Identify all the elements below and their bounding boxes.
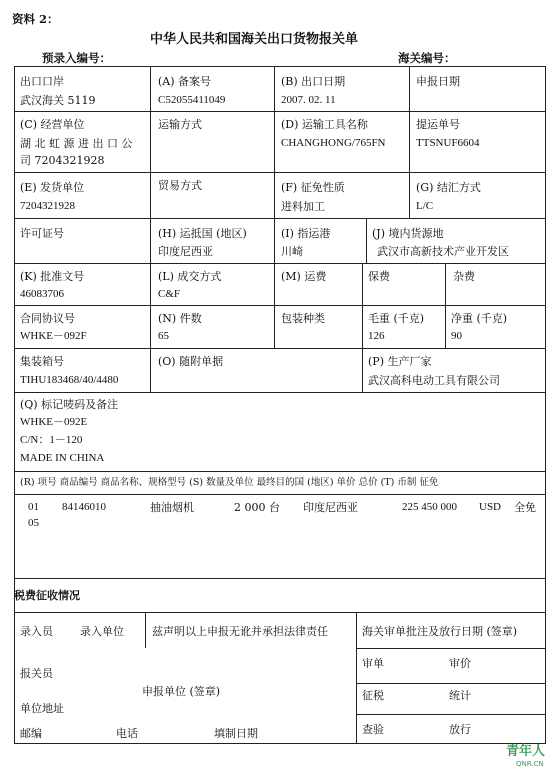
- marks-label: (Q) 标记唛码及备注: [20, 398, 119, 411]
- manufacturer-label: (P) 生产厂家: [368, 355, 432, 368]
- form-title: 中华人民共和国海关出口货物报关单: [150, 32, 359, 47]
- goods-quantity: 2 000 台: [234, 501, 280, 514]
- item-sub-number: 05: [28, 517, 39, 529]
- net-weight-label: 净重 (千克): [451, 312, 508, 325]
- operator-label: (C) 经营单位: [20, 118, 85, 131]
- bill-of-lading-value: TTSNUF6604: [416, 137, 480, 149]
- goods-source-label: (J) 境内货源地: [372, 227, 444, 240]
- unit-address-label: 单位地址: [20, 702, 64, 715]
- declaration-statement: 兹声明以上申报无讹并承担法律责任: [152, 625, 328, 638]
- marks-line-2: C/N：1－120: [20, 434, 83, 446]
- operator-value-line2: 司 7204321928: [20, 154, 105, 167]
- broker-label: 报关员: [20, 667, 53, 680]
- bill-of-lading-label: 提运单号: [416, 118, 460, 131]
- pre-entry-number-label: 预录入编号：: [42, 51, 111, 65]
- container-number-value: TIHU183468/40/4480: [20, 374, 119, 386]
- export-port-label: 出口口岸: [20, 75, 64, 88]
- destination-country-label: (H) 运抵国 (地区): [158, 227, 247, 240]
- deal-mode-value: C&F: [158, 288, 181, 300]
- price-review-label: 审价: [449, 657, 471, 670]
- operator-value-line1: 湖 北 虹 源 进 出 口 公: [20, 137, 133, 150]
- transport-mode-label: 运输方式: [158, 118, 202, 131]
- fill-date-label: 填制日期: [214, 727, 258, 740]
- statistics-label: 统计: [449, 689, 471, 702]
- export-date-label: (B) 出口日期: [281, 75, 346, 88]
- destination-country-value: 印度尼西亚: [158, 245, 213, 258]
- levy-nature-label: (F) 征免性质: [281, 181, 345, 194]
- declare-date-label: 申报日期: [416, 75, 460, 88]
- inspect-label: 查验: [362, 723, 384, 736]
- review-label: 审单: [362, 657, 384, 670]
- approval-number-label: (K) 批准文号: [20, 270, 85, 283]
- entry-clerk-label: 录入员: [20, 625, 53, 638]
- goods-currency: USD: [479, 501, 502, 513]
- levy-nature-value: 进料加工: [281, 200, 325, 213]
- phone-label: 电话: [116, 727, 138, 740]
- settlement-mode-value: L/C: [416, 200, 434, 212]
- contract-number-value: WHKE－092F: [20, 330, 87, 342]
- goods-country: 印度尼西亚: [303, 501, 358, 514]
- pieces-label: (N) 件数: [158, 312, 202, 325]
- misc-fee-label: 杂费: [453, 270, 475, 283]
- export-port-value: 武汉海关 5119: [20, 94, 96, 107]
- watermark-brand: 青年人: [506, 744, 546, 759]
- deal-mode-label: (L) 成交方式: [158, 270, 222, 283]
- customs-approval-label: 海关审单批注及放行日期 (签章): [362, 625, 518, 638]
- vehicle-name-label: (D) 运输工具名称: [281, 118, 368, 131]
- net-weight-value: 90: [451, 330, 462, 342]
- container-number-label: 集装箱号: [20, 355, 64, 368]
- settlement-mode-label: (G) 结汇方式: [416, 181, 481, 194]
- contract-number-label: 合同协议号: [20, 312, 75, 325]
- hs-code: 84146010: [62, 501, 106, 513]
- marks-line-3: MADE IN CHINA: [20, 452, 105, 464]
- record-number-value: C52055411049: [158, 94, 226, 106]
- vehicle-name-value: CHANGHONG/765FN: [281, 137, 386, 149]
- pieces-value: 65: [158, 330, 169, 342]
- package-type-label: 包装种类: [281, 312, 325, 325]
- goods-source-value: 武汉市高新技术产业开发区: [377, 245, 509, 258]
- postcode-label: 邮编: [20, 727, 42, 740]
- insurance-label: 保费: [368, 270, 390, 283]
- release-label: 放行: [449, 723, 471, 736]
- levy-label: 征税: [362, 689, 384, 702]
- declare-unit-label: 申报单位 (签章): [142, 685, 221, 698]
- goods-exemption: 全免: [514, 501, 536, 514]
- consignor-value: 7204321928: [20, 200, 75, 212]
- gross-weight-label: 毛重 (千克): [368, 312, 425, 325]
- license-number-label: 许可证号: [20, 227, 64, 240]
- approval-number-value: 46083706: [20, 288, 64, 300]
- destination-port-label: (I) 指运港: [281, 227, 331, 240]
- gross-weight-value: 126: [368, 330, 385, 342]
- goods-total: 225 450 000: [402, 501, 457, 513]
- attached-documents-label: (O) 随附单据: [158, 355, 224, 368]
- material-label: 资料 2：: [12, 12, 59, 26]
- freight-label: (M) 运费: [281, 270, 327, 283]
- watermark-site: QNR.CN: [516, 760, 544, 768]
- trade-mode-label: 贸易方式: [158, 179, 202, 192]
- marks-line-1: WHKE－092E: [20, 416, 88, 428]
- goods-name: 抽油烟机: [150, 501, 194, 514]
- destination-port-value: 川崎: [281, 245, 303, 258]
- export-date-value: 2007. 02. 11: [281, 94, 336, 106]
- record-number-label: (A) 备案号: [158, 75, 212, 88]
- customs-number-label: 海关编号：: [398, 51, 456, 65]
- goods-header: (R) 项号 商品编号 商品名称、规格型号 (S) 数量及单位 最终目的国 (地区) 单价 总价 (T) 币制 征免: [20, 477, 439, 488]
- manufacturer-value: 武汉高科电动工具有限公司: [368, 374, 500, 387]
- consignor-label: (E) 发货单位: [20, 181, 85, 194]
- item-number: 01: [28, 501, 39, 513]
- tax-collection-label: 税费征收情况: [14, 589, 80, 602]
- entry-unit-label: 录入单位: [80, 625, 124, 638]
